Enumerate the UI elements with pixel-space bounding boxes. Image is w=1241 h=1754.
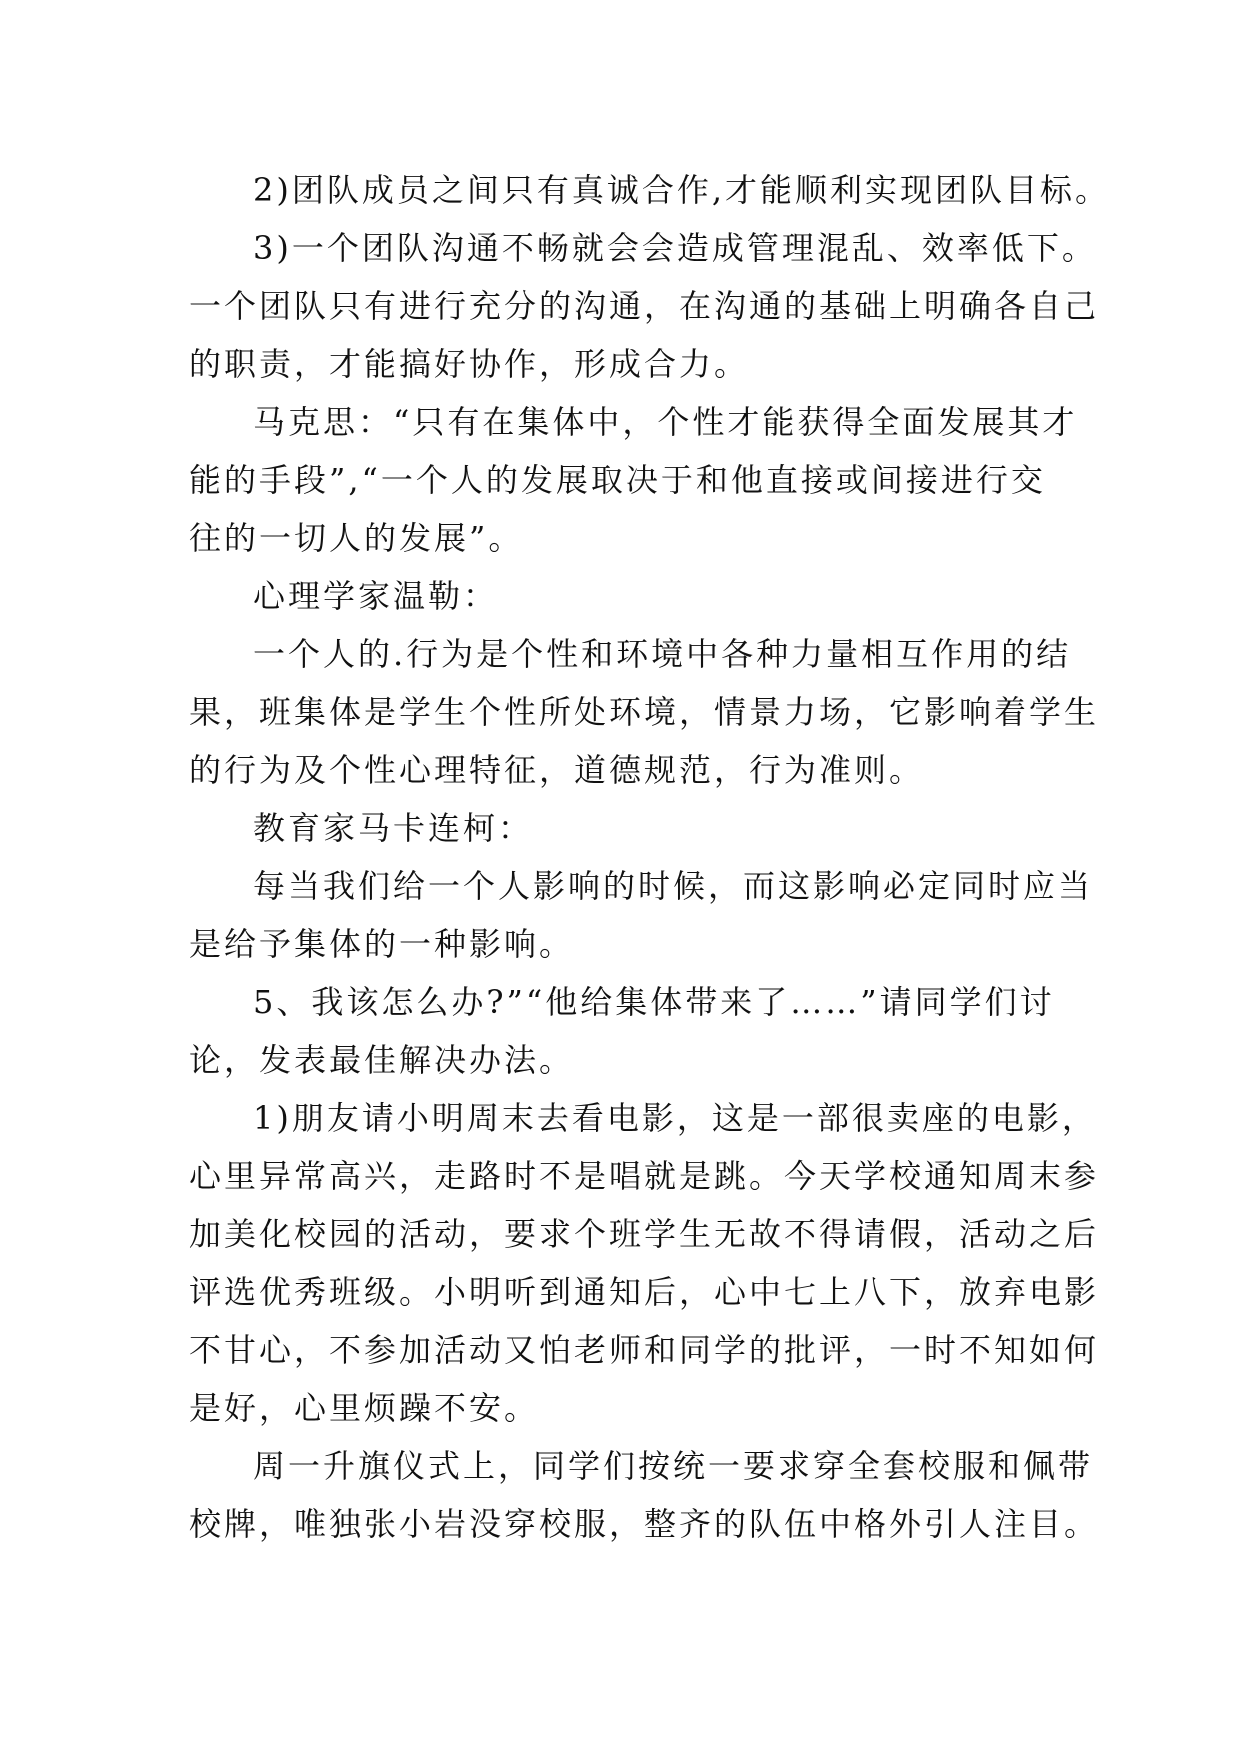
text-line: 周一升旗仪式上，同学们按统一要求穿全套校服和佩带 — [253, 1447, 1094, 1485]
text-line: 2)团队成员之间只有真诚合作,才能顺利实现团队目标。 — [253, 171, 1111, 209]
text-line: 3)一个团队沟通不畅就会会造成管理混乱、效率低下。 — [253, 229, 1097, 267]
text-line: 校牌，唯独张小岩没穿校服，整齐的队伍中格外引人注目。 — [189, 1505, 1100, 1543]
text-line: 的行为及个性心理特征，道德规范，行为准则。 — [189, 751, 925, 789]
text-line: 教育家马卡连柯： — [253, 809, 534, 847]
text-line: 每当我们给一个人影响的时候，而这影响必定同时应当 — [253, 867, 1094, 905]
text-line: 是给予集体的一种影响。 — [189, 925, 575, 963]
text-line: 不甘心，不参加活动又怕老师和同学的批评，一时不知如何 — [189, 1331, 1100, 1369]
text-line: 果，班集体是学生个性所处环境，情景力场，它影响着学生 — [189, 693, 1100, 731]
text-line: 1)朋友请小明周末去看电影，这是一部很卖座的电影， — [253, 1099, 1097, 1137]
text-line: 心里异常高兴，走路时不是唱就是跳。今天学校通知周末参 — [189, 1157, 1100, 1195]
text-line: 论，发表最佳解决办法。 — [189, 1041, 575, 1079]
text-line: 马克思：“只有在集体中，个性才能获得全面发展其才 — [253, 403, 1078, 441]
text-line: 的职责，才能搞好协作，形成合力。 — [189, 345, 750, 383]
text-line: 评选优秀班级。小明听到通知后，心中七上八下，放弃电影 — [189, 1273, 1100, 1311]
text-line: 一个人的.行为是个性和环境中各种力量相互作用的结 — [253, 635, 1072, 673]
text-line: 加美化校园的活动，要求个班学生无故不得请假，活动之后 — [189, 1215, 1100, 1253]
text-line: 一个团队只有进行充分的沟通，在沟通的基础上明确各自己 — [189, 287, 1100, 325]
text-line: 心理学家温勒： — [253, 577, 499, 615]
text-line: 往的一切人的发展”。 — [189, 519, 524, 557]
text-line: 能的手段”,“一个人的发展取决于和他直接或间接进行交 — [189, 461, 1046, 499]
text-line: 是好，心里烦躁不安。 — [189, 1389, 540, 1427]
text-line: 5、我该怎么办?”“他给集体带来了……”请同学们讨 — [253, 983, 1055, 1021]
body-text — [189, 161, 1111, 1553]
